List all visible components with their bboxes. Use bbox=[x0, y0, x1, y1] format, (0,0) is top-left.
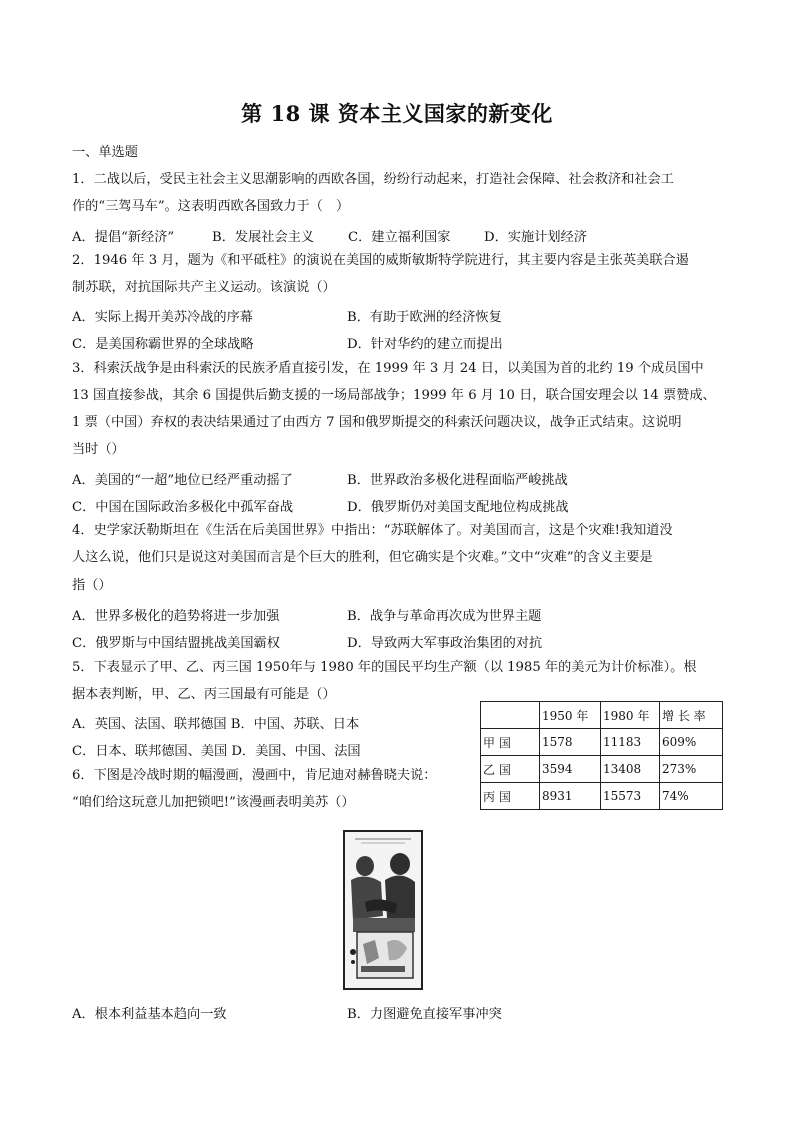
q6-stem-line-1: 6．下图是冷战时期的幅漫画，漫画中，肯尼迪对赫鲁晓夫说： bbox=[72, 768, 437, 783]
q1-option-a: A．提倡“新经济” bbox=[72, 230, 175, 245]
q5-option-ab: A．英国、法国、联邦德国 B．中国、苏联、日本 bbox=[72, 717, 360, 732]
table-cell: 13408 bbox=[601, 756, 660, 783]
table-row bbox=[481, 729, 723, 756]
table-cell: 74% bbox=[660, 783, 723, 810]
q2-stem-line-1: 2．1946 年 3 月，题为《和平砥柱》的演说在美国的威斯敏斯特学院进行，其主要内容是主张英美联合遏 bbox=[72, 253, 689, 268]
table-cell: 乙 国 bbox=[481, 756, 540, 783]
table-cell: 273% bbox=[660, 756, 723, 783]
table-cell: 15573 bbox=[601, 783, 660, 810]
table-row bbox=[481, 783, 723, 810]
q4-stem-line-1: 4．史学家沃勒斯坦在《生活在后美国世界》中指出：“苏联解体了。对美国而言，这是个灾难!我知道没 bbox=[72, 523, 673, 538]
q3-stem-line-4: 当时（） bbox=[72, 442, 125, 457]
table-cell: 11183 bbox=[601, 729, 660, 756]
table-header-cell: 1980 年 bbox=[601, 702, 660, 729]
q1-option-c: C．建立福利国家 bbox=[348, 230, 451, 245]
table-cell: 3594 bbox=[540, 756, 601, 783]
q4-stem-line-3: 指（） bbox=[72, 578, 112, 593]
q2-option-a: A．实际上揭开美苏冷战的序幕 bbox=[72, 310, 253, 325]
q2-option-b: B．有助于欧洲的经济恢复 bbox=[347, 310, 502, 325]
q2-stem-line-2: 制苏联，对抗国际共产主义运动。该演说（） bbox=[72, 280, 336, 295]
q4-option-d: D．导致两大军事政治集团的对抗 bbox=[347, 636, 543, 651]
q5-option-cd: C．日本、联邦德国、美国 D．美国、中国、法国 bbox=[72, 744, 361, 759]
q3-stem-line-3: 1 票（中国）弃权的表决结果通过了由西方 7 国和俄罗斯提交的科索沃问题决议，战争正式结束。这说明 bbox=[72, 415, 682, 430]
q1-option-d: D．实施计划经济 bbox=[484, 230, 587, 245]
q6-option-a: A．根本利益基本趋向一致 bbox=[72, 1007, 227, 1022]
table-header-cell: 增 长 率 bbox=[660, 702, 723, 729]
q3-stem-line-1: 3．科索沃战争是由科索沃的民族矛盾直接引发，在 1999 年 3 月 24 日，以美国为首的北约 19 个成员国中 bbox=[72, 361, 704, 376]
q4-option-a: A．世界多极化的趋势将进一步加强 bbox=[72, 609, 280, 624]
table-header-cell: 1950 年 bbox=[540, 702, 601, 729]
q2-option-c: C．是美国称霸世界的全球战略 bbox=[72, 337, 254, 352]
cold-war-cartoon-image bbox=[343, 830, 423, 990]
page-title: 第 18 课 资本主义国家的新变化 bbox=[241, 101, 553, 126]
q5-stem-line-2: 据本表判断，甲、乙、丙三国最有可能是（） bbox=[72, 687, 336, 702]
q3-option-c: C．中国在国际政治多极化中孤军奋战 bbox=[72, 500, 294, 515]
q3-stem-line-2: 13 国直接参战，其余 6 国提供后勤支援的一场局部战争；1999 年 6 月 10 日，联合国安理会以 14 票赞成、 bbox=[72, 388, 716, 403]
q6-stem-line-2: “咱们给这玩意儿加把锁吧!”该漫画表明美苏（） bbox=[72, 795, 355, 810]
q5-stem-line-1: 5．下表显示了甲、乙、丙三国 1950年与 1980 年的国民平均生产额（以 1985 年的美元为计价标准）。根 bbox=[72, 660, 697, 675]
q3-option-a: A．美国的“一超”地位已经严重动摇了 bbox=[72, 473, 293, 488]
q4-stem-line-2: 人这么说，他们只是说这对美国而言是个巨大的胜利，但它确实是个灾难。”文中“灾难”的含义主要是 bbox=[72, 550, 653, 565]
section-heading: 一、单选题 bbox=[72, 145, 138, 160]
q4-option-b: B．战争与革命再次成为世界主题 bbox=[347, 609, 542, 624]
q2-option-d: D．针对华约的建立而提出 bbox=[347, 337, 503, 352]
table-cell: 8931 bbox=[540, 783, 601, 810]
table-header-row bbox=[481, 702, 723, 729]
table-cell: 甲 国 bbox=[481, 729, 540, 756]
q1-stem-line-2: 作的“三驾马车”。这表明西欧各国致力于（ ） bbox=[72, 199, 350, 214]
table-cell: 1578 bbox=[540, 729, 601, 756]
table-row bbox=[481, 756, 723, 783]
q1-stem-line-1: 1．二战以后，受民主社会主义思潮影响的西欧各国，纷纷行动起来，打造社会保障、社会救济和社会工 bbox=[72, 172, 674, 187]
table-cell: 609% bbox=[660, 729, 723, 756]
q1-option-b: B．发展社会主义 bbox=[212, 230, 315, 245]
q3-option-b: B．世界政治多极化进程面临严峻挑战 bbox=[347, 473, 568, 488]
q4-option-c: C．俄罗斯与中国结盟挑战美国霸权 bbox=[72, 636, 280, 651]
table-cell: 丙 国 bbox=[481, 783, 540, 810]
gdp-table bbox=[480, 701, 723, 810]
table-cell bbox=[481, 702, 540, 729]
q3-option-d: D．俄罗斯仍对美国支配地位构成挑战 bbox=[347, 500, 569, 515]
cartoon-illustration bbox=[345, 832, 421, 988]
q6-option-b: B．力图避免直接军事冲突 bbox=[347, 1007, 502, 1022]
